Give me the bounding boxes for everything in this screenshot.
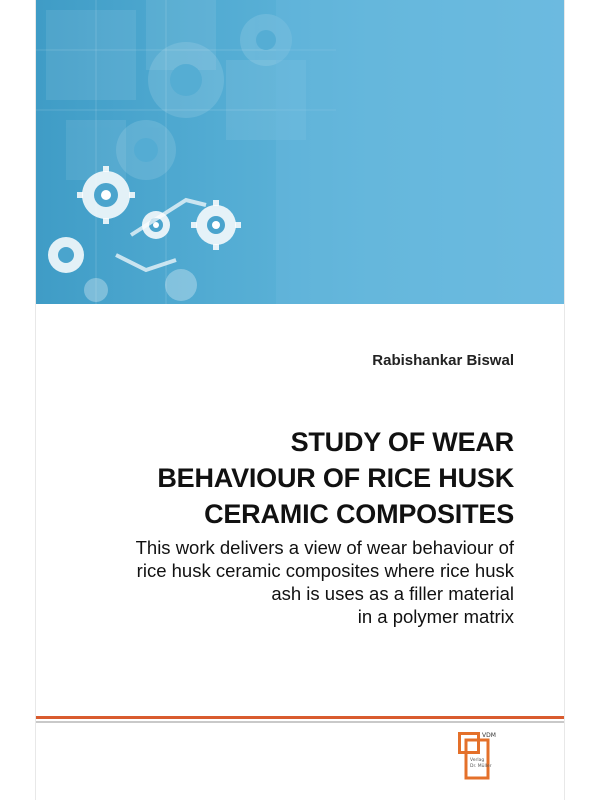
title-line: STUDY OF WEAR — [290, 427, 514, 457]
title-line: BEHAVIOUR OF RICE HUSK — [157, 463, 514, 493]
subtitle-line: ash is uses as a filler material — [271, 583, 514, 604]
cover-banner — [36, 0, 564, 304]
book-subtitle — [54, 536, 514, 628]
subtitle-line: in a polymer matrix — [357, 606, 514, 627]
subtitle-line: rice husk ceramic composites where rice husk — [136, 560, 514, 581]
book-title — [74, 424, 514, 532]
divider-red — [36, 716, 564, 719]
book-cover — [36, 0, 564, 800]
author-name: Rabishankar Biswal — [372, 352, 514, 369]
divider-grey — [36, 721, 564, 723]
logo-subtext: Verlag — [470, 758, 485, 763]
gears-illustration — [36, 0, 564, 304]
vdm-publisher-logo — [458, 732, 496, 782]
logo-wordmark: VDM — [482, 732, 496, 739]
title-line: CERAMIC COMPOSITES — [204, 499, 514, 529]
logo-subtext: Dr. Müller — [470, 764, 492, 769]
subtitle-line: This work delivers a view of wear behaviour of — [135, 537, 514, 558]
